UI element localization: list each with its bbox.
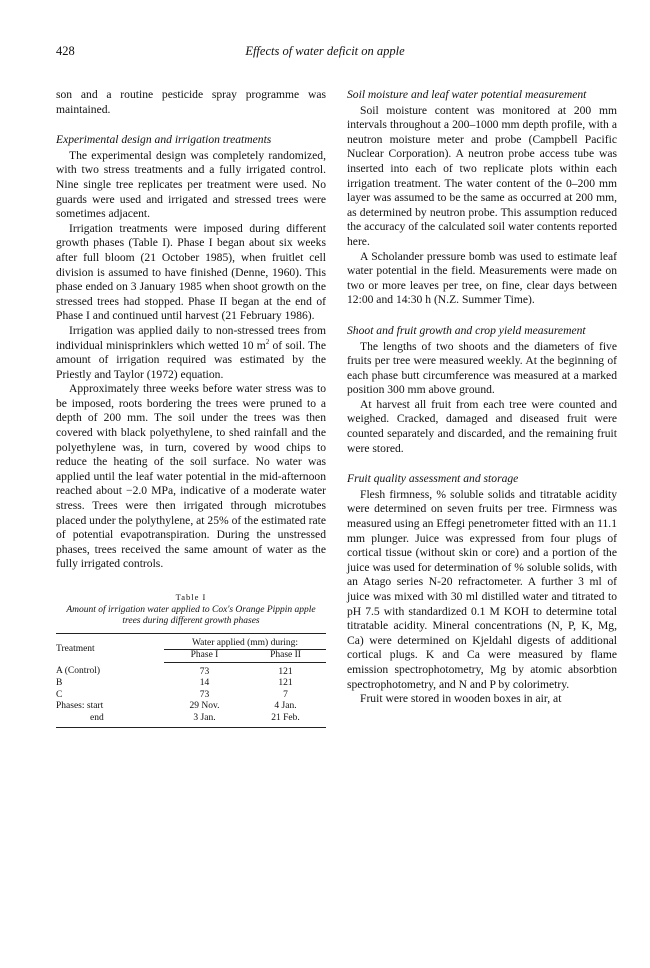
text-run: of soil. The amount of irrigation required was estimated by the Priestly and Taylor (1972) equation. [56,338,326,381]
table-row [56,690,326,702]
table-row [56,662,326,678]
experimental-design-heading: Experimental design and irrigation treatments [56,133,272,147]
intro-paragraph: son and a routine pesticide spray programme was maintained. [56,88,326,116]
treatment-cell: A (Control) [56,666,101,677]
shoot-fruit-growth-heading: Shoot and fruit growth and crop yield measurement [347,323,586,337]
table-caption: Amount of irrigation water applied to Cox's Orange Pippin apple trees during different growth phases [66,604,316,627]
phase1-cell: 73 [199,689,210,700]
table-row [56,678,326,690]
paragraph: The experimental design was completely randomized, with two stress treatments and a fully irrigated control. Nine single tree replicates per treatment were used. No guards were used and irrigated and stressed trees were sometimes adjacent. [56,148,326,221]
treatment-header: Treatment [56,633,164,662]
treatment-cell: Phases: start [56,701,104,712]
water-applied-header: Water applied (mm) during: [164,633,326,650]
right-column [347,88,617,707]
phase2-cell: 21 Feb. [245,713,326,728]
phase1-cell: 14 [199,678,210,689]
paragraph [56,324,326,382]
phase2-cell: 121 [278,678,293,689]
phase1-header: Phase I [164,650,245,663]
text-run: Irrigation was applied daily to non-stressed trees from individual minisprinklers which wetted 10 m [56,323,326,352]
page-number: 428 [56,44,75,58]
soil-moisture-heading: Soil moisture and leaf water potential measurement [347,88,587,101]
phase2-cell: 121 [278,666,293,677]
running-title: Effects of water deficit on apple [245,44,405,58]
paragraph: A Scholander pressure bomb was used to estimate leaf water potential in the field. Measurements were made on two or more leaves per tree, on fine, clear days between 12:00 and 14:30 h (N.Z. Summer Time). [347,249,617,307]
treatment-cell: B [56,678,63,689]
phase1-cell: 3 Jan. [164,713,245,728]
paragraph: Flesh firmness, % soluble solids and titratable acidity were determined on seven fruits per tree. Firmness was measured using an Effegi penetrometer fitted with an 11.1 mm plunger. Juice was expressed from four plugs of cortical tissue (without skin or core) and a portion of the juice was used for determination of % soluble solids, with an Atago series N-20 refractometer. A further 3 ml of juice was mixed with 30 ml distilled water and titrated to pH 7.5 with standardized 0.1 M KOH to determine total titratable acidity. Mineral concentrations (N, P, K, Mg, Ca) were determined on Kjeldahl digests of additional cortical plugs. K and Ca were measured by flame emission spectrophotometry, Mg by atomic absorbtion spectrophotometry, and N and P by colorimetry. [347,487,617,691]
paragraph: Approximately three weeks before water stress was to be imposed, roots bordering the trees were pruned to a depth of 200 mm. The soil under the trees was then covered with black polyethylene, to shed rainfall and the polyethylene was, in turn, covered by wood chips to reduce the heating of the soil surface. No water was applied until the leaf water potential in the mid-afternoon reached about −2.0 MPa, indicative of a moderate water stress. Trees were then irrigated through microtubes placed under the polythylene, at 25% of the estimated rate of potential evapotranspiration. During the unstressed phases, trees received the same amount of water as the fully irrigated controls. [56,382,326,571]
phase1-cell: 73 [199,666,210,677]
phase2-cell: 4 Jan. [274,701,297,712]
table-1 [56,590,326,728]
treatment-cell: end [56,713,164,728]
table-row [56,713,326,728]
treatment-cell: C [56,689,63,700]
paragraph: The lengths of two shoots and the diameters of five fruits per tree were measured weekly. At the beginning of each phase butt circumference was measured at a marked position 300 mm above ground. [347,339,617,397]
page-header [56,44,594,60]
paragraph: Irrigation treatments were imposed during different growth phases (Table I). Phase I began about six weeks after full bloom (21 October 1985), when fruitlet cell division is assumed to have finished (Denne, 1960). This phase ended on 3 January 1985 when shoot growth on the stressed trees had stopped. Phase II began at the end of Phase I and continued until harvest (21 February 1986). [56,221,326,323]
phase2-header: Phase II [245,650,326,663]
phase2-cell: 7 [283,689,288,700]
left-column [56,88,326,728]
paragraph: Soil moisture content was monitored at 200 mm intervals throughout a 200–1000 mm depth profile, with a neutron moisture meter and probe (Campbell Pacific Nuclear Corporation). A neutron probe access tube was inserted into each of two replicate plots within each irrigation treatment. The water content of the 0–200 mm layer was assumed to be the same as occurred at 200 mm, as determined by neutron probe. This assumption reduced the accuracy of the calculated soil water contents reported here. [347,103,617,248]
table-label: Table I [175,592,207,602]
phase1-cell: 29 Nov. [189,701,220,712]
table-row [56,701,326,713]
paragraph: Fruit were stored in wooden boxes in air, at [360,692,562,706]
paragraph: At harvest all fruit from each tree were counted and weighed. Cracked, damaged and diseased fruit were counted separately and discarded, and the remaining fruit were stored. [347,397,617,455]
fruit-quality-heading: Fruit quality assessment and storage [347,472,519,486]
superscript: 2 [265,337,270,346]
irrigation-table [56,633,326,729]
